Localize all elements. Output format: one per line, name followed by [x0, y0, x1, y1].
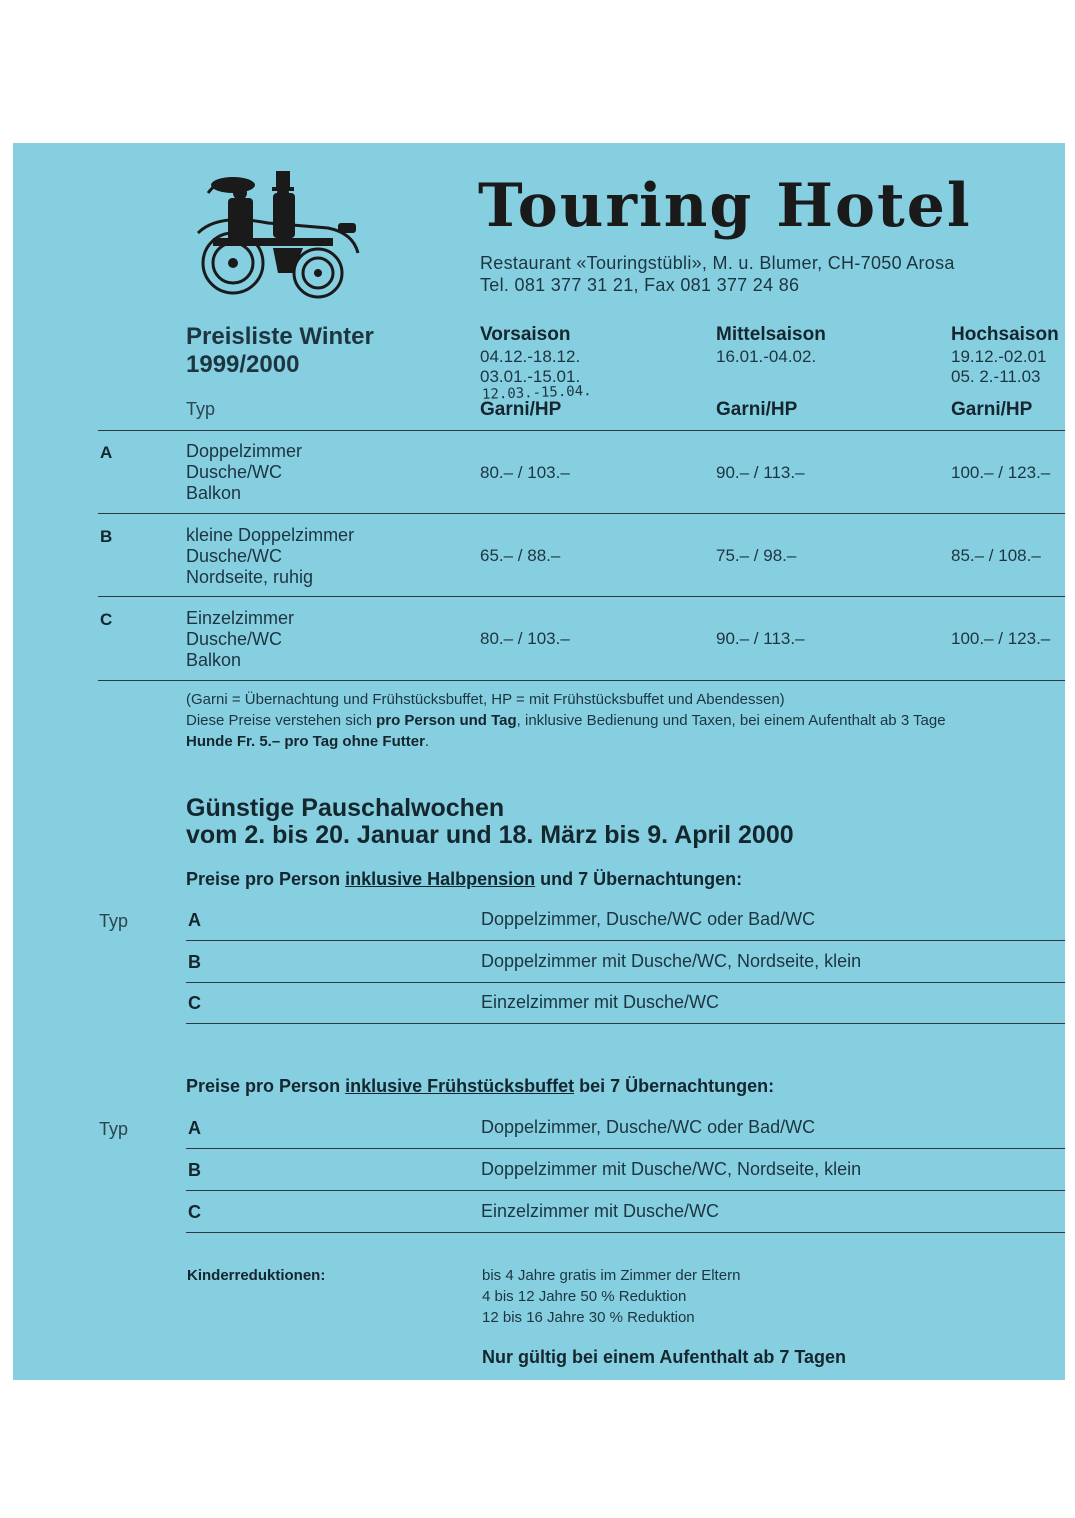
row-a-label: A [100, 443, 113, 462]
season-vorsaison-handwritten: 12.03.-15.04. [481, 383, 592, 403]
row-c-price-vor: 80.– / 103.– [480, 629, 570, 648]
divider [186, 1190, 1065, 1191]
section-halbpension-heading: Preise pro Person inklusive Halbpension und 7 Übernachtungen: [186, 869, 743, 889]
fb-item-b-text: Doppelzimmer mit Dusche/WC, Nordseite, klein [481, 1159, 862, 1179]
hotel-title: Touring Hotel [478, 171, 972, 241]
row-a-desc-1: Doppelzimmer [186, 441, 303, 461]
section-halbpension-typ: Typ [99, 911, 129, 931]
row-a-desc-2: Dusche/WC [186, 462, 283, 482]
row-a-price-vor: 80.– / 103.– [480, 463, 570, 482]
season-mittelsaison: Mittelsaison [716, 324, 826, 345]
season-vorsaison-date-1: 04.12.-18.12. [480, 347, 581, 366]
hp-item-a-label: A [188, 910, 201, 930]
validity-note: Nur gültig bei einem Aufenthalt ab 7 Tagen [482, 1347, 847, 1367]
fb-item-a-label: A [188, 1118, 201, 1138]
row-c-desc-3: Balkon [186, 650, 242, 670]
divider [98, 513, 1065, 514]
divider [186, 1232, 1065, 1233]
kids-line-1: bis 4 Jahre gratis im Zimmer der Eltern [482, 1267, 741, 1284]
vintage-car-logo [178, 153, 378, 308]
row-b-price-mittel: 75.– / 98.– [716, 546, 797, 565]
section-fruehstueck-heading: Preise pro Person inklusive Frühstücksbuffet bei 7 Übernachtungen: [186, 1076, 775, 1096]
kids-line-3: 12 bis 16 Jahre 30 % Reduktion [482, 1309, 695, 1326]
row-b-label: B [100, 527, 113, 546]
row-a-price-mittel: 90.– / 113.– [716, 463, 805, 482]
row-c-desc-1: Einzelzimmer [186, 608, 295, 628]
hp-item-c-text: Einzelzimmer mit Dusche/WC [481, 992, 720, 1012]
price-sheet [13, 143, 1065, 1380]
season-hochsaison: Hochsaison [951, 324, 1059, 345]
note-line-3: Hunde Fr. 5.– pro Tag ohne Futter. [186, 733, 430, 750]
pricelist-title-2: 1999/2000 [186, 351, 300, 378]
pricelist-title-1: Preisliste Winter [186, 323, 374, 350]
divider [98, 596, 1065, 597]
hotel-phone: Tel. 081 377 31 21, Fax 081 377 24 86 [480, 275, 800, 295]
divider [98, 430, 1065, 431]
row-c-label: C [100, 610, 113, 629]
row-c-desc-2: Dusche/WC [186, 629, 283, 649]
season-hochsaison-date-1: 19.12.-02.01 [951, 347, 1047, 366]
hp-item-c-label: C [188, 993, 201, 1013]
fb-item-c-label: C [188, 1202, 201, 1222]
divider [186, 1148, 1065, 1149]
season-mittelsaison-date-1: 16.01.-04.02. [716, 347, 817, 366]
season-hochsaison-date-2: 05. 2.-11.03 [951, 367, 1041, 386]
pauschal-title-1: Günstige Pauschalwochen [186, 794, 505, 822]
season-vorsaison-basis: Garni/HP [480, 399, 562, 420]
season-mittelsaison-basis: Garni/HP [716, 399, 798, 420]
divider [98, 680, 1065, 681]
row-b-desc-3: Nordseite, ruhig [186, 567, 314, 587]
pauschal-title-2: vom 2. bis 20. Januar und 18. März bis 9. April 2000 [186, 821, 794, 849]
kids-label: Kinderreduktionen: [187, 1267, 326, 1284]
season-vorsaison: Vorsaison [480, 324, 571, 345]
kids-line-2: 4 bis 12 Jahre 50 % Reduktion [482, 1288, 687, 1305]
hp-item-b-label: B [188, 952, 201, 972]
hp-item-a-text: Doppelzimmer, Dusche/WC oder Bad/WC [481, 909, 816, 929]
row-b-price-hoch: 85.– / 108.– [951, 546, 1041, 565]
typ-label: Typ [186, 399, 216, 419]
fb-item-b-label: B [188, 1160, 201, 1180]
note-line-1: (Garni = Übernachtung und Frühstücksbuffet, HP = mit Frühstücksbuffet und Abendessen) [186, 691, 785, 708]
note-line-2: Diese Preise verstehen sich pro Person und Tag, inklusive Bedienung und Taxen, bei einem Aufenthalt ab 3 Tage [186, 712, 946, 729]
season-vorsaison-date-2: 03.01.-15.01. [480, 367, 581, 386]
section-fruehstueck-typ: Typ [99, 1119, 129, 1139]
row-a-price-hoch: 100.– / 123.– [951, 463, 1051, 482]
row-b-desc-1: kleine Doppelzimmer [186, 525, 355, 545]
divider [186, 1023, 1065, 1024]
row-a-desc-3: Balkon [186, 483, 242, 503]
divider [186, 940, 1065, 941]
fb-item-a-text: Doppelzimmer, Dusche/WC oder Bad/WC [481, 1117, 816, 1137]
fb-item-c-text: Einzelzimmer mit Dusche/WC [481, 1201, 720, 1221]
season-hochsaison-basis: Garni/HP [951, 399, 1033, 420]
row-b-price-vor: 65.– / 88.– [480, 546, 561, 565]
row-b-desc-2: Dusche/WC [186, 546, 283, 566]
hp-item-b-text: Doppelzimmer mit Dusche/WC, Nordseite, klein [481, 951, 862, 971]
divider [186, 982, 1065, 983]
row-c-price-hoch: 100.– / 123.– [951, 629, 1051, 648]
row-c-price-mittel: 90.– / 113.– [716, 629, 805, 648]
hotel-address: Restaurant «Touringstübli», M. u. Blumer, CH-7050 Arosa [480, 253, 955, 273]
